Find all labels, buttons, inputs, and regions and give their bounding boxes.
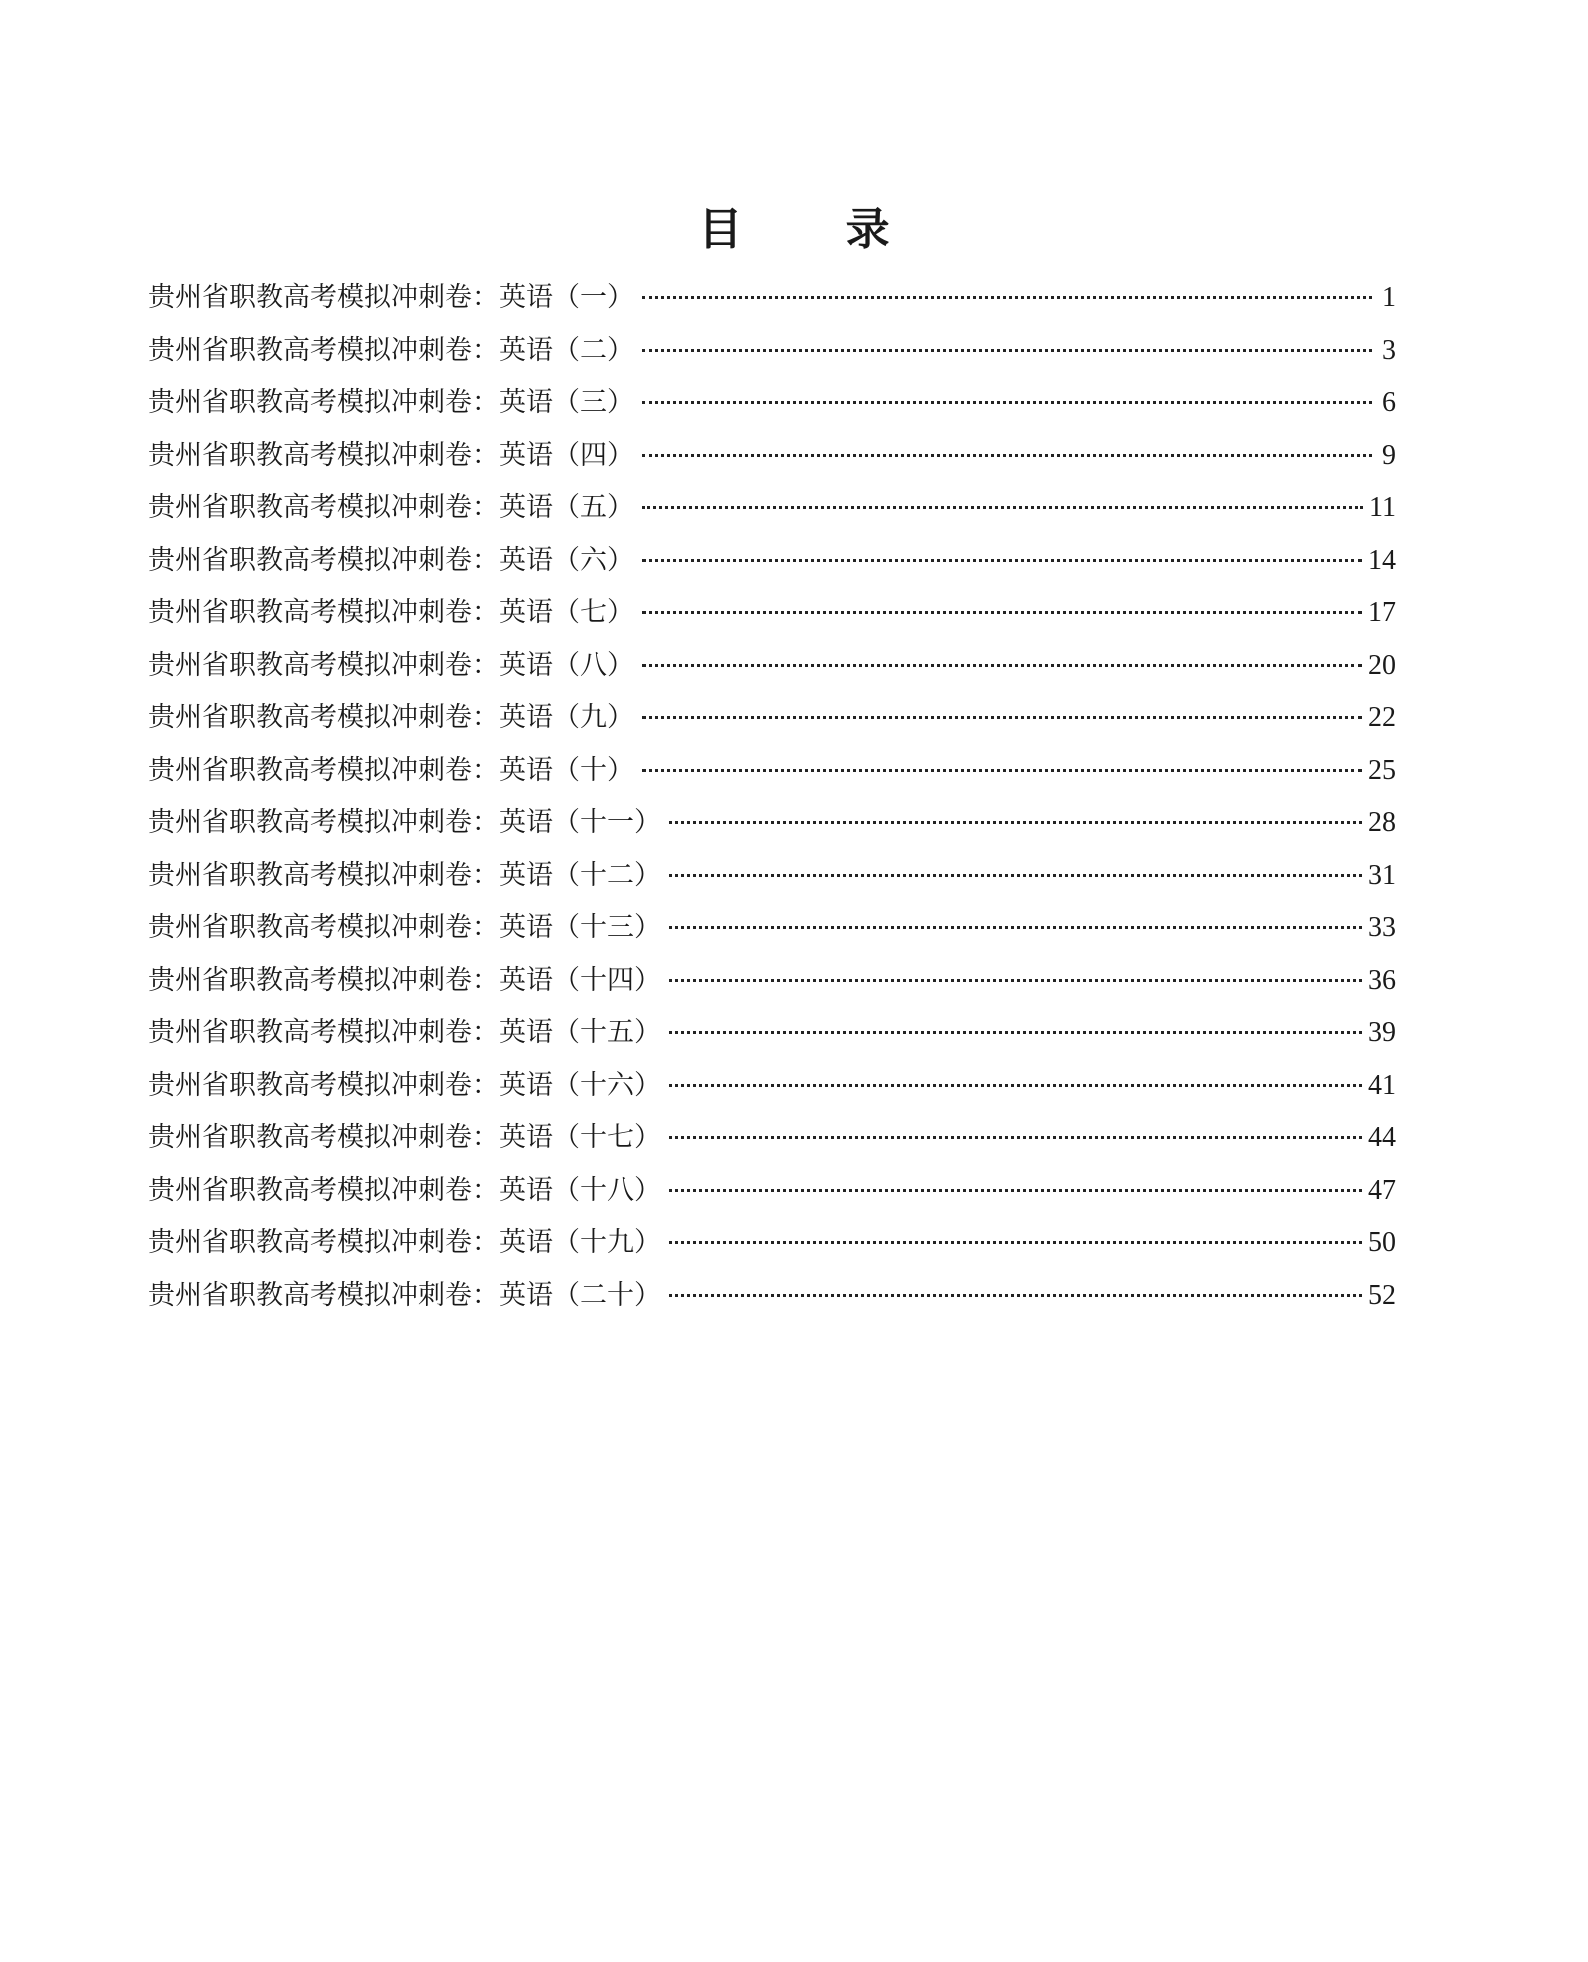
toc-heading: 目 录 (698, 204, 934, 255)
dot-leader (642, 401, 1372, 404)
toc-entry-page-number: 44 (1368, 1122, 1396, 1153)
toc-entry[interactable] (148, 1165, 1396, 1218)
toc-entry[interactable] (148, 797, 1396, 850)
toc-entry-page-number: 6 (1382, 387, 1396, 418)
toc-entry[interactable] (148, 850, 1396, 903)
toc-entry-label: 贵州省职教高考模拟冲刺卷：英语（五） (148, 492, 634, 523)
toc-entry-page-number: 28 (1368, 807, 1396, 838)
toc-entry-label: 贵州省职教高考模拟冲刺卷：英语（十二） (148, 859, 661, 891)
toc-entry-page-number: 3 (1382, 334, 1396, 366)
toc-entry-page-number: 36 (1368, 964, 1396, 996)
dot-leader (669, 1084, 1362, 1087)
toc-entry-page-number: 1 (1382, 282, 1396, 313)
toc-entry-label: 贵州省职教高考模拟冲刺卷：英语（一） (148, 282, 634, 313)
toc-entry-label: 贵州省职教高考模拟冲刺卷：英语（十六） (148, 1069, 661, 1101)
toc-entry-page-number: 22 (1368, 702, 1396, 733)
dot-leader (669, 821, 1362, 824)
toc-entry[interactable] (148, 272, 1396, 325)
dot-leader (642, 296, 1372, 299)
toc-entry-label: 贵州省职教高考模拟冲刺卷：英语（九） (148, 702, 634, 733)
toc-entry[interactable] (148, 430, 1396, 483)
dot-leader (669, 979, 1362, 982)
toc-entry-label: 贵州省职教高考模拟冲刺卷：英语（二） (148, 334, 634, 366)
dot-leader (642, 664, 1362, 667)
toc-entry[interactable] (148, 1007, 1396, 1060)
toc-entry-label: 贵州省职教高考模拟冲刺卷：英语（十） (148, 754, 634, 786)
toc-entry-page-number: 14 (1368, 544, 1396, 576)
toc-entry-page-number: 31 (1368, 859, 1396, 891)
toc-entry[interactable] (148, 587, 1396, 640)
toc-entry-label: 贵州省职教高考模拟冲刺卷：英语（十八） (148, 1174, 661, 1206)
dot-leader (669, 1189, 1362, 1192)
toc-entry-label: 贵州省职教高考模拟冲刺卷：英语（八） (148, 649, 634, 681)
toc-entry[interactable] (148, 325, 1396, 378)
toc-entry-page-number: 52 (1368, 1279, 1396, 1311)
toc-entry[interactable] (148, 482, 1396, 535)
toc-entry[interactable] (148, 535, 1396, 588)
toc-entry[interactable] (148, 1217, 1396, 1270)
toc-entry-label: 贵州省职教高考模拟冲刺卷：英语（三） (148, 387, 634, 418)
toc-entry-label: 贵州省职教高考模拟冲刺卷：英语（十一） (148, 807, 661, 838)
toc-entry-page-number: 11 (1369, 492, 1396, 523)
toc-list (148, 272, 1396, 1322)
toc-entry[interactable] (148, 1060, 1396, 1113)
dot-leader (642, 559, 1362, 562)
dot-leader (669, 926, 1362, 929)
dot-leader (669, 1294, 1362, 1297)
toc-entry[interactable] (148, 692, 1396, 745)
toc-entry-page-number: 39 (1368, 1017, 1396, 1048)
dot-leader (642, 716, 1362, 719)
toc-entry-page-number: 20 (1368, 649, 1396, 681)
toc-entry-page-number: 47 (1368, 1174, 1396, 1206)
toc-entry-page-number: 33 (1368, 912, 1396, 943)
toc-entry[interactable] (148, 377, 1396, 430)
dot-leader (669, 1241, 1362, 1244)
dot-leader (642, 611, 1362, 614)
toc-entry-page-number: 50 (1368, 1227, 1396, 1258)
dot-leader (642, 349, 1372, 352)
dot-leader (669, 874, 1362, 877)
toc-entry-label: 贵州省职教高考模拟冲刺卷：英语（十七） (148, 1122, 661, 1153)
dot-leader (642, 506, 1363, 509)
toc-entry-page-number: 41 (1368, 1069, 1396, 1101)
toc-entry-label: 贵州省职教高考模拟冲刺卷：英语（七） (148, 597, 634, 628)
dot-leader (669, 1031, 1362, 1034)
toc-entry-label: 贵州省职教高考模拟冲刺卷：英语（六） (148, 544, 634, 576)
toc-entry[interactable] (148, 902, 1396, 955)
toc-entry-label: 贵州省职教高考模拟冲刺卷：英语（十五） (148, 1017, 661, 1048)
toc-entry-page-number: 17 (1368, 597, 1396, 628)
toc-entry-label: 贵州省职教高考模拟冲刺卷：英语（二十） (148, 1279, 661, 1311)
toc-entry[interactable] (148, 955, 1396, 1008)
toc-entry-label: 贵州省职教高考模拟冲刺卷：英语（十四） (148, 964, 661, 996)
toc-entry[interactable] (148, 1270, 1396, 1323)
toc-entry[interactable] (148, 640, 1396, 693)
dot-leader (669, 1136, 1362, 1139)
toc-entry[interactable] (148, 745, 1396, 798)
toc-entry-page-number: 9 (1382, 439, 1396, 471)
dot-leader (642, 769, 1362, 772)
dot-leader (642, 454, 1372, 457)
toc-entry-page-number: 25 (1368, 754, 1396, 786)
toc-entry-label: 贵州省职教高考模拟冲刺卷：英语（十九） (148, 1227, 661, 1258)
toc-entry[interactable] (148, 1112, 1396, 1165)
toc-entry-label: 贵州省职教高考模拟冲刺卷：英语（十三） (148, 912, 661, 943)
toc-entry-label: 贵州省职教高考模拟冲刺卷：英语（四） (148, 439, 634, 471)
